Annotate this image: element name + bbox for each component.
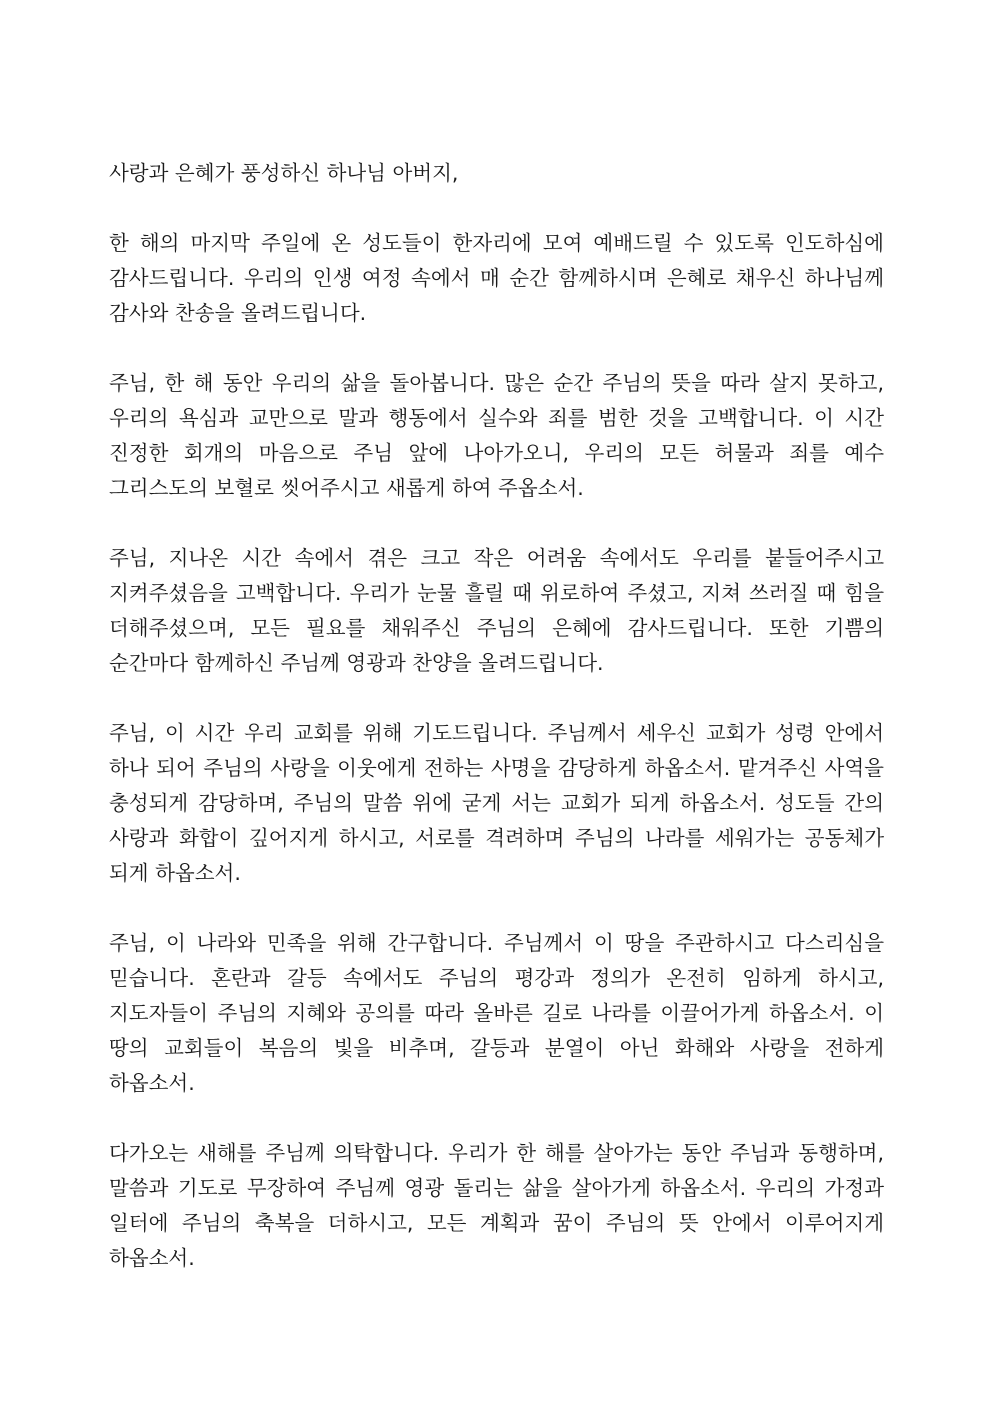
paragraph-thanksgiving: 한 해의 마지막 주일에 온 성도들이 한자리에 모여 예배드릴 수 있도록 인도하심에 감사드립니다. 우리의 인생 여정 속에서 매 순간 함께하시며 은혜로 채우신 하나님께 감사와 찬송을 올려드립니다. [109,231,884,325]
paragraph-gratitude: 주님, 지나온 시간 속에서 겪은 크고 작은 어려움 속에서도 우리를 붙들어주시고 지켜주셨음을 고백합니다. 우리가 눈물 흘릴 때 위로하여 주셨고, 지쳐 쓰러질 때 힘을 더해주셨으며, 모든 필요를 채워주신 주님의 은혜에 감사드립니다. 또한 기쁨의 순간마다 함께하신 주님께 영광과 찬양을 올려드립니다. [109,546,884,675]
paragraph-repentance: 주님, 한 해 동안 우리의 삶을 돌아봅니다. 많은 순간 주님의 뜻을 따라 살지 못하고, 우리의 욕심과 교만으로 말과 행동에서 실수와 죄를 범한 것을 고백합니다. 이 시간 진정한 회개의 마음으로 주님 앞에 나아가오니, 우리의 모든 허물과 죄를 예수 그리스도의 보혈로 씻어주시고 새롭게 하여 주옵소서. [109,371,884,500]
paragraph-new-year: 다가오는 새해를 주님께 의탁합니다. 우리가 한 해를 살아가는 동안 주님과 동행하며, 말씀과 기도로 무장하여 주님께 영광 돌리는 삶을 살아가게 하옵소서. 우리의 가정과 일터에 주님의 축복을 더하시고, 모든 계획과 꿈이 주님의 뜻 안에서 이루어지게 하옵소서. [109,1141,884,1270]
paragraph-church: 주님, 이 시간 우리 교회를 위해 기도드립니다. 주님께서 세우신 교회가 성령 안에서 하나 되어 주님의 사랑을 이웃에게 전하는 사명을 감당하게 하옵소서. 맡겨주신 사역을 충성되게 감당하며, 주님의 말씀 위에 굳게 서는 교회가 되게 하옵소서. 성도들 간의 사랑과 화합이 깊어지게 하시고, 서로를 격려하며 주님의 나라를 세워가는 공동체가 되게 하옵소서. [109,721,884,885]
salutation: 사랑과 은혜가 풍성하신 하나님 아버지, [109,161,459,185]
prayer-text [109,156,884,1276]
paragraph-nation: 주님, 이 나라와 민족을 위해 간구합니다. 주님께서 이 땅을 주관하시고 다스리심을 믿습니다. 혼란과 갈등 속에서도 주님의 평강과 정의가 온전히 임하게 하시고, 지도자들이 주님의 지혜와 공의를 따라 올바른 길로 나라를 이끌어가게 하옵소서. 이 땅의 교회들이 복음의 빛을 비추며, 갈등과 분열이 아닌 화해와 사랑을 전하게 하옵소서. [109,931,884,1095]
